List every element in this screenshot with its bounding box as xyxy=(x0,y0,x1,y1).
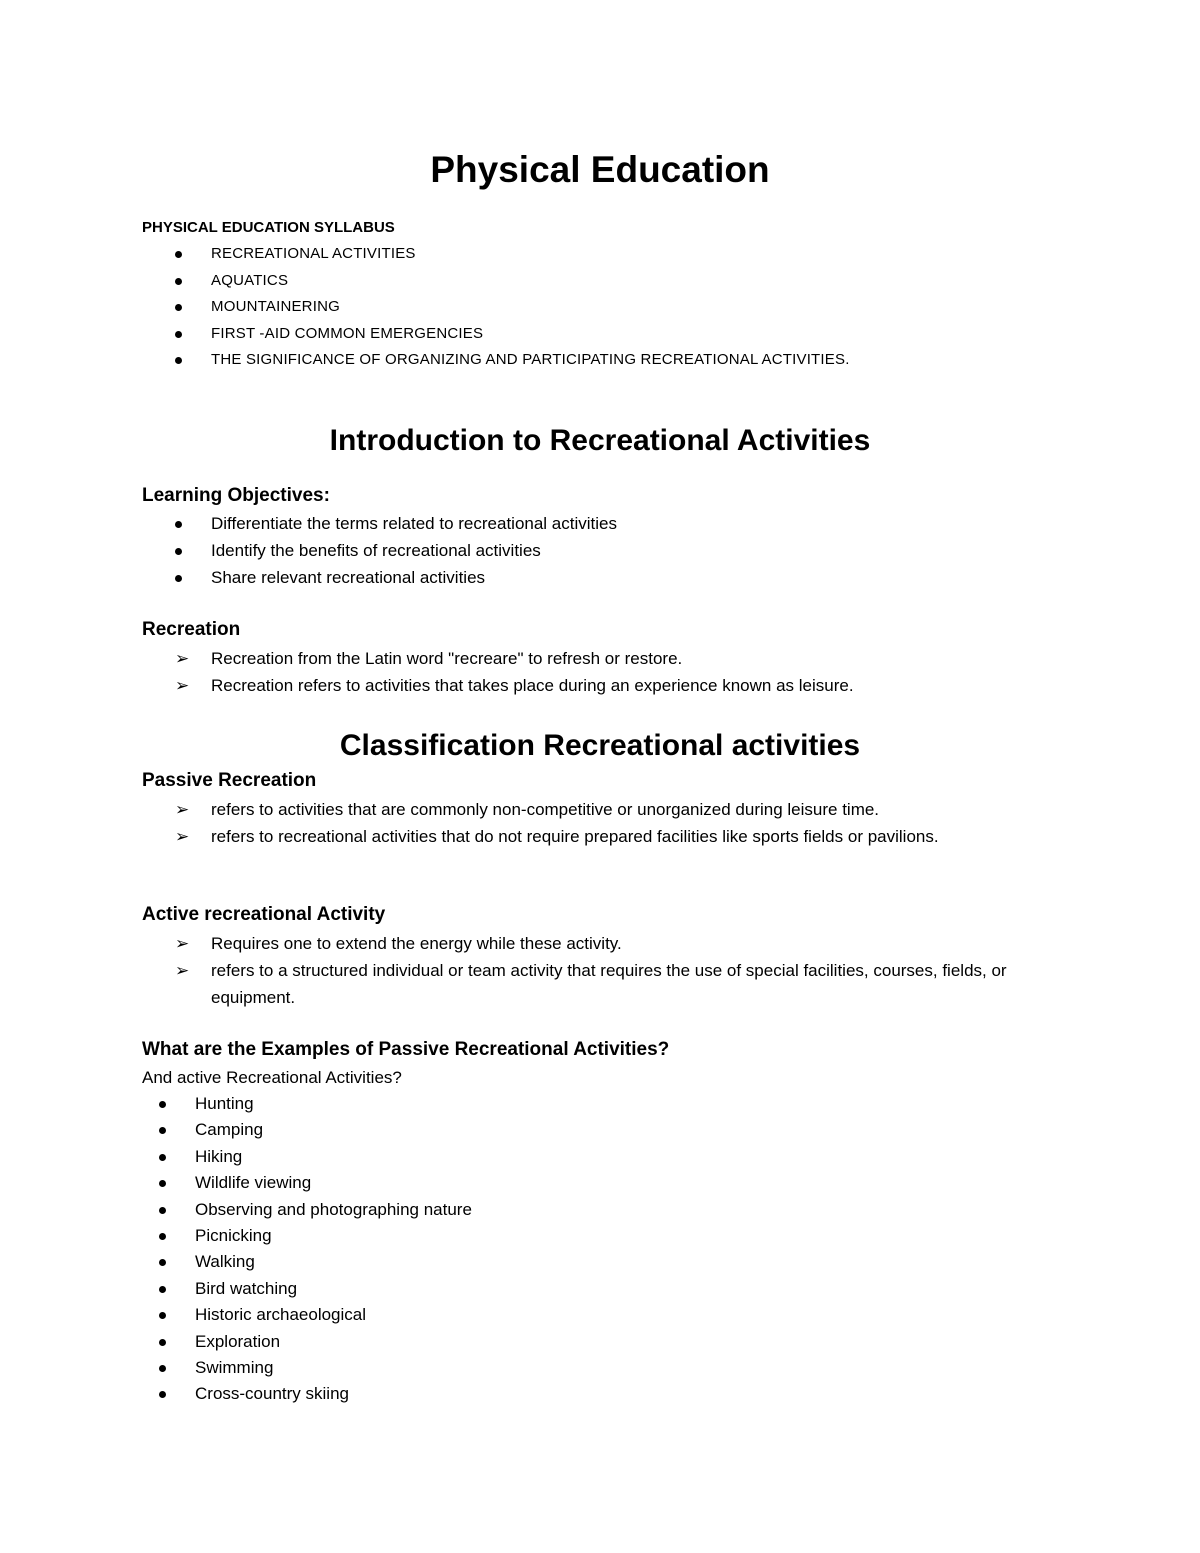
active-heading: Active recreational Activity xyxy=(142,904,386,925)
examples-subheading: And active Recreational Activities? xyxy=(142,1068,402,1087)
list-item: Walking xyxy=(142,1249,472,1275)
list-item: Picnicking xyxy=(142,1223,472,1249)
list-item: THE SIGNIFICANCE OF ORGANIZING AND PARTICIPATING RECREATIONAL ACTIVITIES. xyxy=(142,347,850,374)
bullet-icon xyxy=(159,1391,166,1398)
list-item: ➢ Requires one to extend the energy while these activity. xyxy=(142,930,1011,957)
list-item: Observing and photographing nature xyxy=(142,1197,472,1223)
bullet-icon xyxy=(159,1312,166,1319)
bullet-icon xyxy=(175,357,182,364)
arrow-bullet-icon: ➢ xyxy=(175,676,190,695)
examples-heading: What are the Examples of Passive Recreational Activities? xyxy=(142,1039,670,1060)
list-item: Differentiate the terms related to recreational activities xyxy=(142,511,617,538)
list-item: MOUNTAINERING xyxy=(142,294,850,321)
passive-heading: Passive Recreation xyxy=(142,770,317,791)
list-item: ➢ refers to recreational activities that do not require prepared facilities like sports fields or pavilions. xyxy=(142,823,1011,850)
bullet-icon xyxy=(175,575,182,582)
bullet-icon xyxy=(159,1286,166,1293)
syllabus-heading: PHYSICAL EDUCATION SYLLABUS xyxy=(142,219,395,236)
classification-title: Classification Recreational activities xyxy=(339,729,861,762)
arrow-bullet-icon: ➢ xyxy=(175,934,190,953)
list-item: ➢ Recreation refers to activities that takes place during an experience known as leisure. xyxy=(142,672,1011,699)
bullet-icon xyxy=(175,278,182,285)
bullet-icon xyxy=(175,251,182,258)
list-item: Bird watching xyxy=(142,1276,472,1302)
list-item: Historic archaeological xyxy=(142,1302,472,1328)
bullet-icon xyxy=(175,304,182,311)
active-list xyxy=(142,930,1011,1011)
objectives-heading: Learning Objectives: xyxy=(142,485,330,506)
bullet-icon xyxy=(159,1259,166,1266)
list-item: Identify the benefits of recreational activities xyxy=(142,538,617,565)
list-item: Hunting xyxy=(142,1091,472,1117)
bullet-icon xyxy=(159,1101,166,1108)
list-item: Wildlife viewing xyxy=(142,1170,472,1196)
list-item: Exploration xyxy=(142,1329,472,1355)
bullet-icon xyxy=(175,521,182,528)
page-title: Physical Education xyxy=(430,149,770,190)
arrow-bullet-icon: ➢ xyxy=(175,649,190,668)
list-item: ➢ Recreation from the Latin word "recreare" to refresh or restore. xyxy=(142,645,1011,672)
objectives-list xyxy=(142,511,617,592)
bullet-icon xyxy=(175,331,182,338)
bullet-icon xyxy=(159,1180,166,1187)
intro-title: Introduction to Recreational Activities xyxy=(329,424,871,457)
list-item: AQUATICS xyxy=(142,268,850,295)
list-item: RECREATIONAL ACTIVITIES xyxy=(142,241,850,268)
syllabus-list xyxy=(142,241,850,374)
arrow-bullet-icon: ➢ xyxy=(175,827,190,846)
bullet-icon xyxy=(159,1127,166,1134)
list-item: Share relevant recreational activities xyxy=(142,565,617,592)
bullet-icon xyxy=(159,1154,166,1161)
list-item: ➢ refers to activities that are commonly non-competitive or unorganized during leisure time. xyxy=(142,796,1011,823)
list-item: Cross-country skiing xyxy=(142,1381,472,1407)
list-item: Swimming xyxy=(142,1355,472,1381)
arrow-bullet-icon: ➢ xyxy=(175,800,190,819)
bullet-icon xyxy=(159,1339,166,1346)
arrow-bullet-icon: ➢ xyxy=(175,961,190,980)
list-item: Hiking xyxy=(142,1144,472,1170)
recreation-heading: Recreation xyxy=(142,619,241,640)
bullet-icon xyxy=(175,548,182,555)
recreation-list xyxy=(142,645,1011,699)
list-item: ➢ refers to a structured individual or team activity that requires the use of special facilities, courses, fields, or equipment. xyxy=(142,957,1011,1011)
list-item: FIRST -AID COMMON EMERGENCIES xyxy=(142,321,850,348)
bullet-icon xyxy=(159,1207,166,1214)
passive-list xyxy=(142,796,1011,850)
list-item: Camping xyxy=(142,1117,472,1143)
bullet-icon xyxy=(159,1233,166,1240)
examples-list xyxy=(142,1091,472,1408)
bullet-icon xyxy=(159,1365,166,1372)
